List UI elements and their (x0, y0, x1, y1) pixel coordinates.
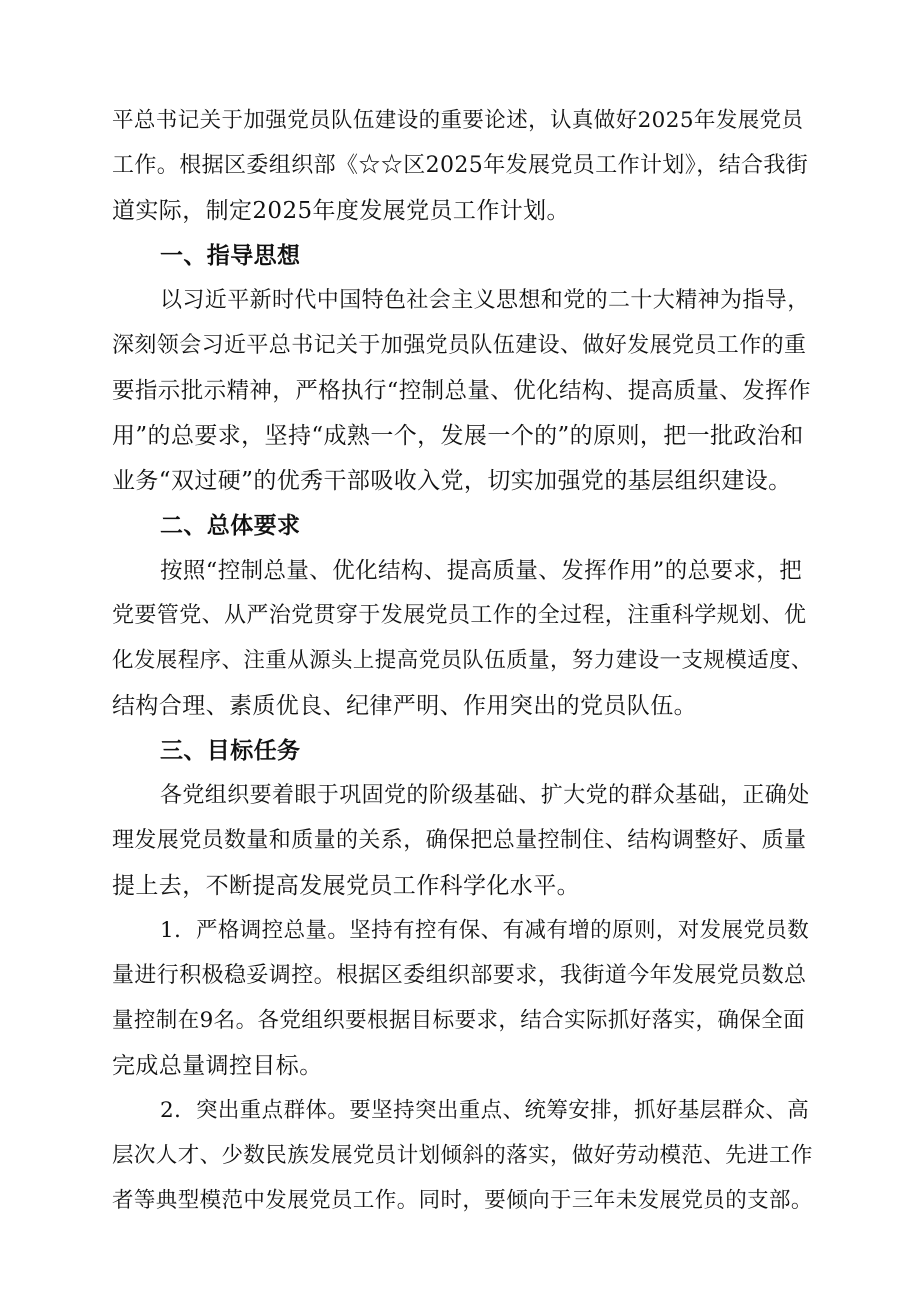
section1-line-1: 以习近平新时代中国特色社会主义思想和党的二十大精神为指导， (160, 288, 810, 313)
section2-line-4: 结构合理、素质优良、纪律严明、作用突出的党员队伍。 (112, 693, 697, 719)
section1-line-4: 用”的总要求，坚持“成熟一个，发展一个的”的原则，把一批政治和 (112, 423, 804, 449)
item1-line-1: 1．严格调控总量。坚持有控有保、有减有增的原则，对发展党员数 (160, 918, 810, 943)
intro-line-3: 道实际，制定2025年度发展党员工作计划。 (112, 198, 570, 224)
section-heading-targets-tasks: 三、目标任务 (160, 738, 301, 764)
section-heading-guiding-ideology: 一、指导思想 (160, 243, 301, 269)
item2-line-2: 层次人才、少数民族发展党员计划倾斜的落实，做好劳动模范、先进工作 (112, 1143, 813, 1168)
section2-line-1: 按照“控制总量、优化结构、提高质量、发挥作用”的总要求，把 (160, 558, 803, 584)
section2-line-3: 化发展程序、注重从源头上提高党员队伍质量，努力建设一支规模适度、 (112, 648, 813, 673)
section1-line-3: 要指示批示精神，严格执行“控制总量、优化结构、提高质量、发挥作 (112, 378, 811, 404)
section3-line-2: 理发展党员数量和质量的关系，确保把总量控制住、结构调整好、质量 (112, 828, 807, 853)
section2-line-2: 党要管党、从严治党贯穿于发展党员工作的全过程，注重科学规划、优 (112, 603, 807, 628)
item2-line-3: 者等典型模范中发展党员工作。同时，要倾向于三年未发展党员的支部。 (112, 1188, 813, 1213)
item2-line-1: 2．突出重点群体。要坚持突出重点、统筹安排，抓好基层群众、高 (160, 1098, 810, 1123)
section-heading-overall-requirements: 二、总体要求 (160, 513, 301, 539)
section3-line-1: 各党组织要着眼于巩固党的阶级基础、扩大党的群众基础，正确处 (160, 783, 810, 808)
intro-line-1: 平总书记关于加强党员队伍建设的重要论述，认真做好2025年发展党员 (112, 108, 804, 133)
section1-line-5: 业务“双过硬”的优秀干部吸收入党，切实加强党的基层组织建设。 (112, 468, 792, 494)
item1-line-4: 完成总量调控目标。 (112, 1053, 323, 1079)
item1-line-3: 量控制在9名。各党组织要根据目标要求，结合实际抓好落实，确保全面 (112, 1008, 805, 1033)
item1-line-2: 量进行积极稳妥调控。根据区委组织部要求，我街道今年发展党员数总 (112, 963, 807, 988)
intro-line-2: 工作。根据区委组织部《☆☆区2025年发展党员工作计划》，结合我街 (112, 153, 809, 178)
section3-line-3: 提上去，不断提高发展党员工作科学化水平。 (112, 873, 580, 899)
section1-line-2: 深刻领会习近平总书记关于加强党员队伍建设、做好发展党员工作的重 (112, 333, 807, 358)
